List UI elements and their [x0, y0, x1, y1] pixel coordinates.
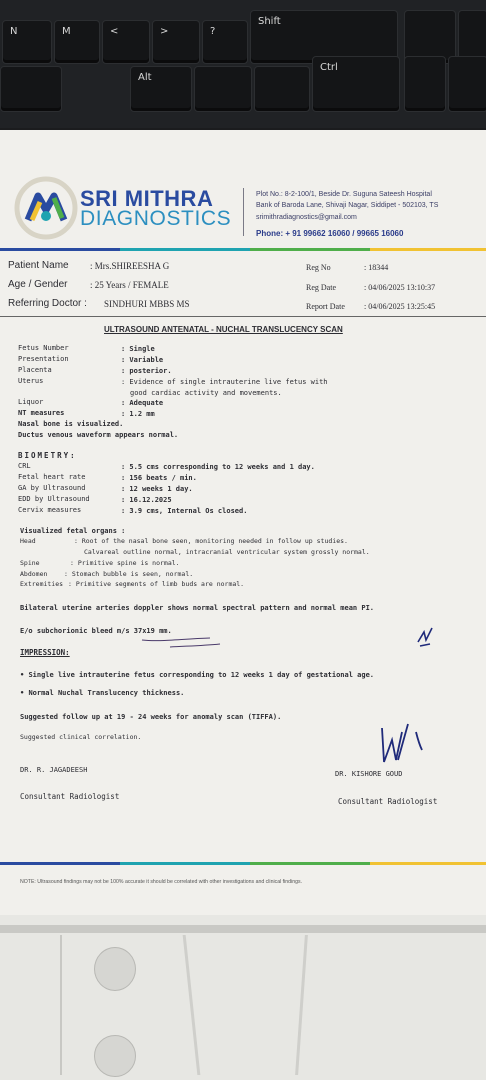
followup-note: Suggested follow up at 19 - 24 weeks for anomaly scan (TIFFA).	[20, 713, 282, 721]
impression-heading: IMPRESSION:	[20, 648, 70, 657]
extremities-value: : Primitive segments of limb buds are normal.	[68, 580, 245, 588]
key-slash-label: ?	[210, 26, 216, 37]
impression-bullet-2: • Normal Nuchal Translucency thickness.	[20, 689, 185, 697]
impression-item-2: Normal Nuchal Translucency thickness.	[28, 689, 185, 697]
report-title: ULTRASOUND ANTENATAL - NUCHAL TRANSLUCENCY SCAN	[104, 325, 343, 334]
phone: Phone: + 91 99662 16060 / 99665 16060	[256, 229, 404, 238]
biometry-heading: BIOMETRY:	[18, 451, 77, 460]
impression-item-1: Single live intrauterine fetus corresponding to 12 weeks 1 day of gestational age.	[28, 671, 375, 679]
key-down	[448, 56, 486, 112]
age-gender-label: Age / Gender	[8, 279, 68, 290]
age-gender-value: : 25 Years / FEMALE	[90, 280, 169, 290]
crl-value: : 5.5 cms corresponding to 12 weeks and 1 day.	[121, 463, 315, 471]
ductus-note: Ductus venous waveform appears normal.	[18, 431, 179, 439]
report-date-label: Report Date	[306, 302, 345, 311]
footer-color-bar	[0, 862, 486, 865]
key-n-label: N	[10, 26, 18, 37]
doctor-signature	[376, 720, 430, 770]
patient-info-divider	[0, 316, 486, 317]
right-doctor-title: Consultant Radiologist	[338, 797, 438, 806]
fhr-value: : 156 beats / min.	[121, 474, 197, 482]
cervix-value: : 3.9 cms, Internal Os closed.	[121, 507, 248, 515]
uterus-value: : Evidence of single intrauterine live fetus with	[121, 378, 328, 386]
key-period-label: >	[160, 26, 169, 37]
nt-label: NT measures	[18, 409, 65, 417]
key-space-edge	[0, 66, 62, 112]
fhr-label: Fetal heart rate	[18, 473, 86, 481]
organs-heading: Visualized fetal organs :	[20, 527, 126, 535]
ga-label: GA by Ultrasound	[18, 484, 86, 492]
key-m	[54, 20, 100, 64]
handwritten-tick-mark	[414, 626, 436, 652]
edd-value: : 16.12.2025	[121, 496, 172, 504]
brand-subname: DIAGNOSTICS	[80, 207, 232, 230]
reg-date-value: : 04/06/2025 13:10:37	[364, 283, 436, 292]
key-comma-label: <	[110, 26, 119, 37]
key-ctrl-label: Ctrl	[320, 62, 338, 73]
impression-bullet-1: • Single live intrauterine fetus corresponding to 12 weeks 1 day of gestational age.	[20, 671, 375, 679]
head-label: Head	[20, 537, 36, 545]
footer-note: NOTE: Ultrasound findings may not be 100% accurate it should be correlated with other investigations and clinical findings.	[20, 879, 303, 885]
key-period	[152, 20, 200, 64]
key-menu	[254, 66, 310, 112]
referring-doctor-value: SINDHURI MBBS MS	[104, 299, 190, 309]
head-value-cont: Calvareal outline normal, intracranial ventricular system grossly normal.	[84, 548, 370, 556]
clinical-note: Suggested clinical correlation.	[20, 733, 142, 741]
cervix-label: Cervix measures	[18, 506, 82, 514]
placenta-value: : posterior.	[121, 367, 172, 375]
edd-label: EDD by Ultrasound	[18, 495, 90, 503]
left-doctor-name: DR. R. JAGADEESH	[20, 766, 88, 774]
key-comma	[102, 20, 150, 64]
reg-date-label: Reg Date	[306, 283, 336, 292]
uterus-value-cont: good cardiac activity and movements.	[130, 389, 282, 397]
patient-name-value: : Mrs.SHIREESHA G	[90, 261, 170, 271]
nasal-bone-note: Nasal bone is visualized.	[18, 420, 124, 428]
key-alt-label: Alt	[138, 72, 152, 83]
key-slash	[202, 20, 248, 64]
patient-name-label: Patient Name	[8, 260, 69, 271]
fabric-background	[0, 915, 486, 1080]
report-date-value: : 04/06/2025 13:25:45	[364, 302, 436, 311]
reg-no-label: Reg No	[306, 263, 331, 272]
key-ctrl	[312, 56, 400, 112]
key-windows	[194, 66, 252, 112]
referring-doctor-label: Referring Doctor :	[8, 298, 87, 309]
abdomen-label: Abdomen	[20, 570, 48, 578]
brand-logo	[14, 176, 78, 240]
right-doctor-name: DR. KISHORE GOUD	[335, 770, 403, 778]
key-left	[404, 56, 446, 112]
placenta-label: Placenta	[18, 366, 52, 374]
liquor-label: Liquor	[18, 398, 44, 406]
spine-label: Spine	[20, 559, 40, 567]
key-m-label: M	[62, 26, 71, 37]
head-value: : Root of the nasal bone seen, monitoring needed in follow up studies.	[74, 537, 348, 545]
key-alt	[130, 66, 192, 112]
ga-value: : 12 weeks 1 day.	[121, 485, 193, 493]
doppler-note: Bilateral uterine arteries doppler shows normal spectral pattern and normal mean PI.	[20, 604, 375, 612]
keyboard-background	[0, 0, 486, 128]
handwritten-annotation	[140, 622, 230, 652]
reg-no-value: : 18344	[364, 263, 389, 272]
abdomen-value: : Stomach bubble is seen, normal.	[64, 570, 194, 578]
spine-value: : Primitive spine is normal.	[70, 559, 180, 567]
presentation-label: Presentation	[18, 355, 69, 363]
key-shift-label: Shift	[258, 16, 281, 27]
address-line-1: Plot No.: 8-2-100/1, Beside Dr. Suguna Sateesh Hospital	[256, 191, 432, 198]
nt-value: : 1.2 mm	[121, 410, 155, 418]
header-divider	[243, 188, 244, 236]
key-n	[2, 20, 52, 64]
email: srimithradiagnostics@gmail.com	[256, 214, 357, 221]
extremities-label: Extremities	[20, 580, 64, 588]
header-color-bar	[0, 248, 486, 251]
fetus-number-label: Fetus Number	[18, 344, 69, 352]
bleed-note: E/o subchorionic bleed m/s 37x19 mm.	[20, 627, 172, 635]
brand-name: SRI MITHRA	[80, 186, 214, 211]
crl-label: CRL	[18, 462, 31, 470]
presentation-value: : Variable	[121, 356, 164, 364]
fetus-number-value: : Single	[121, 345, 155, 353]
address-line-2: Bank of Baroda Lane, Shivaji Nagar, Siddipet - 502103, TS	[256, 202, 439, 209]
left-doctor-title: Consultant Radiologist	[20, 792, 120, 801]
liquor-value: : Adequate	[121, 399, 164, 407]
uterus-label: Uterus	[18, 377, 44, 385]
